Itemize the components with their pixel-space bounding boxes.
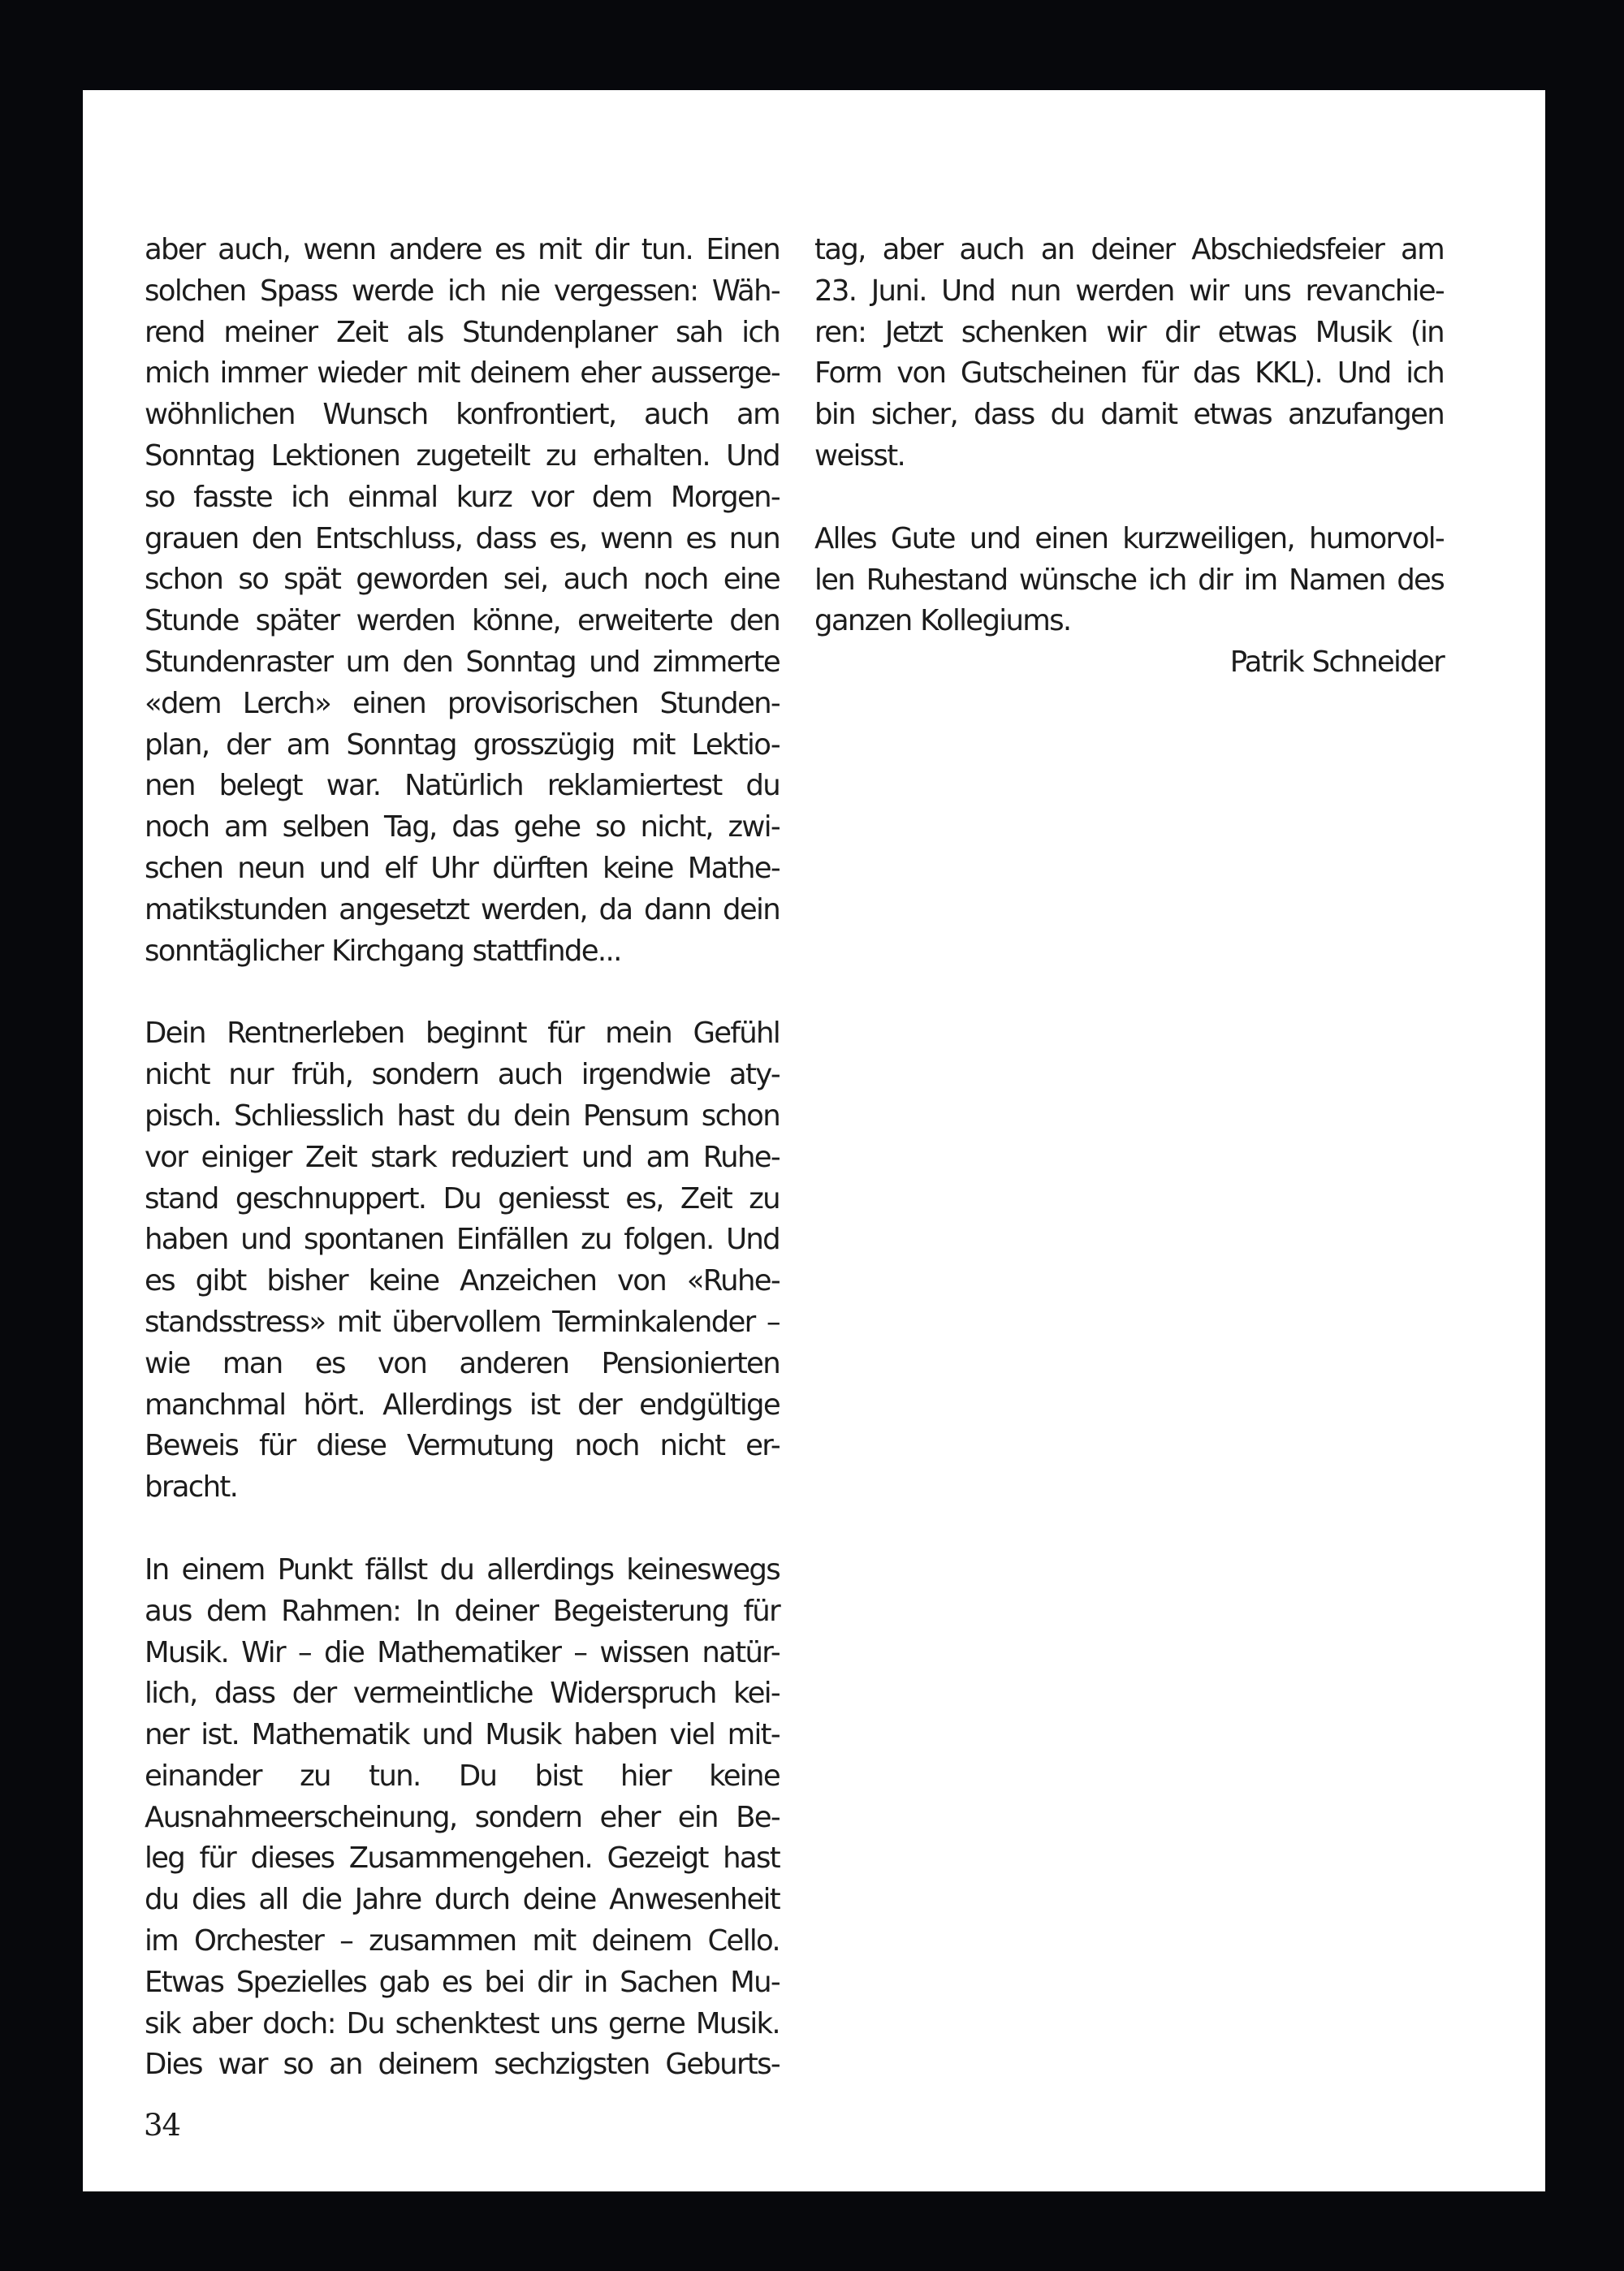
text-line: einander zu tun. Du bist hier keine	[145, 1759, 780, 1793]
text-line: 23. Juni. Und nun werden wir uns revanchie-	[814, 274, 1444, 308]
text-line: weisst.	[814, 438, 905, 473]
text-line: lich, dass der vermeintliche Widerspruch kei-	[145, 1677, 780, 1711]
text-line: ner ist. Mathematik und Musik haben viel mit-	[145, 1718, 780, 1752]
text-line: manchmal hört. Allerdings ist der endgültige	[145, 1388, 780, 1422]
text-line: Musik. Wir – die Mathematiker – wissen natür-	[145, 1635, 780, 1669]
text-line: so fasste ich einmal kurz vor dem Morgen-	[145, 480, 780, 514]
text-line: Sonntag Lektionen zugeteilt zu erhalten. Und	[145, 438, 780, 473]
paragraph	[814, 230, 1444, 477]
text-line: vor einiger Zeit stark reduziert und am Ruhe-	[145, 1140, 780, 1174]
text-line: len Ruhestand wünsche ich dir im Namen des	[814, 563, 1444, 597]
text-line: tag, aber auch an deiner Abschiedsfeier am	[814, 233, 1444, 266]
text-line: standsstress» mit übervollem Terminkalender –	[145, 1305, 780, 1339]
text-line: nen belegt war. Natürlich reklamiertest du	[145, 769, 780, 803]
text-line: sonntäglicher Kirchgang stattfinde...	[145, 934, 621, 968]
text-line: plan, der am Sonntag grosszügig mit Lektio-	[145, 727, 780, 762]
text-line: pisch. Schliesslich hast du dein Pensum schon	[145, 1099, 780, 1133]
text-line: aber auch, wenn andere es mit dir tun. Einen	[145, 233, 780, 266]
paragraph	[145, 1550, 780, 2086]
paragraph	[145, 230, 780, 972]
text-line: Beweis für diese Vermutung noch nicht er-	[145, 1429, 780, 1463]
text-line: leg für dieses Zusammengehen. Gezeigt hast	[145, 1841, 780, 1876]
text-line: solchen Spass werde ich nie vergessen: Wäh-	[145, 274, 780, 308]
left-column	[145, 230, 780, 2127]
text-line: ganzen Kollegiums.	[814, 604, 1071, 638]
text-line: du dies all die Jahre durch deine Anwesenheit	[145, 1883, 780, 1917]
closing-paragraph	[814, 519, 1444, 642]
text-line: schen neun und elf Uhr dürften keine Mathe-	[145, 851, 780, 885]
text-line: ren: Jetzt schenken wir dir etwas Musik (in	[814, 315, 1444, 349]
text-line: stand geschnuppert. Du geniesst es, Zeit zu	[145, 1181, 780, 1215]
text-line: aus dem Rahmen: In deiner Begeisterung für	[145, 1594, 780, 1628]
text-line: sik aber doch: Du schenktest uns gerne Musik.	[145, 2006, 780, 2040]
author-signature: Patrik Schneider	[1229, 645, 1444, 680]
text-line: In einem Punkt fällst du allerdings keineswegs	[145, 1552, 780, 1587]
text-line: im Orchester – zusammen mit deinem Cello.	[145, 1924, 780, 1958]
text-line: Alles Gute und einen kurzweiligen, humorvol-	[814, 521, 1444, 555]
text-line: grauen den Entschluss, dass es, wenn es nun	[145, 521, 780, 555]
text-line: es gibt bisher keine Anzeichen von «Ruhe-	[145, 1264, 780, 1298]
text-line: mich immer wieder mit deinem eher ausserge-	[145, 356, 780, 391]
page-number: 34	[144, 2108, 181, 2143]
text-line: Dein Rentnerleben beginnt für mein Gefühl	[145, 1017, 780, 1051]
paragraph	[145, 1013, 780, 1509]
text-line: nicht nur früh, sondern auch irgendwie aty-	[145, 1058, 780, 1092]
text-line: Etwas Spezielles gab es bei dir in Sachen Mu-	[145, 1965, 780, 1999]
text-line: haben und spontanen Einfällen zu folgen. Und	[145, 1223, 780, 1257]
document-page	[83, 90, 1545, 2191]
text-line: Form von Gutscheinen für das KKL). Und ich	[814, 356, 1444, 391]
text-line: bracht.	[145, 1470, 238, 1505]
text-line: Ausnahmeerscheinung, sondern eher ein Be-	[145, 1800, 780, 1834]
text-line: Stunde später werden könne, erweiterte den	[145, 604, 780, 638]
text-line: bin sicher, dass du damit etwas anzufangen	[814, 398, 1444, 432]
text-line: «dem Lerch» einen provisorischen Stunden-	[145, 686, 780, 720]
text-line: wöhnlichen Wunsch konfrontiert, auch am	[145, 398, 780, 432]
text-line: schon so spät geworden sei, auch noch eine	[145, 563, 780, 597]
text-line: matikstunden angesetzt werden, da dann dein	[145, 892, 780, 926]
text-line: noch am selben Tag, das gehe so nicht, zwi-	[145, 810, 780, 844]
text-line: Stundenraster um den Sonntag und zimmerte	[145, 645, 780, 679]
text-line: wie man es von anderen Pensionierten	[145, 1346, 780, 1380]
right-column	[814, 230, 1444, 684]
text-line: Dies war so an deinem sechzigsten Geburts-	[145, 2048, 780, 2082]
text-line: rend meiner Zeit als Stundenplaner sah ich	[145, 315, 780, 349]
